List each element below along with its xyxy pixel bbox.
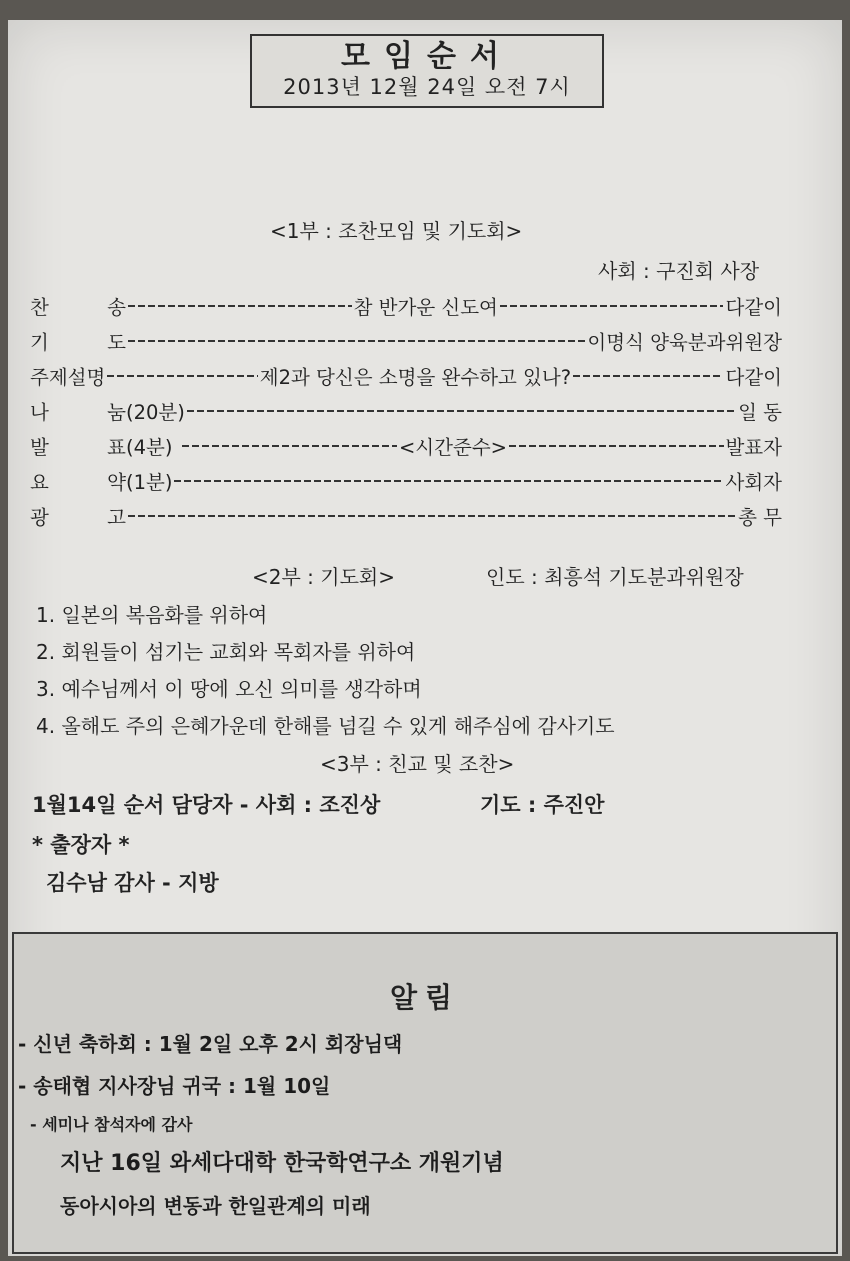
part1-heading: <1부 : 조찬모임 및 기도회> [270, 219, 523, 243]
leader-dashes [128, 340, 585, 342]
agenda-right: 다같이 [725, 296, 782, 319]
agenda-label: 나 눔 [30, 401, 126, 424]
part3-heading: <3부 : 친교 및 조찬> [320, 752, 515, 776]
agenda-row-presentation [30, 432, 782, 460]
notice-item: - 세미나 참석자에 감사 [30, 1115, 193, 1134]
prayer-item: 2. 회원들이 섬기는 교회와 목회자를 위하여 [36, 640, 416, 664]
notice-box [12, 932, 838, 1254]
part1-host: 사회 : 구진회 사장 [598, 259, 760, 283]
agenda-label: 기 도 [30, 331, 126, 354]
notice-item: 지난 16일 와세다대학 한국학연구소 개원기념 [60, 1151, 504, 1176]
leader-dashes [182, 445, 397, 447]
leader-dashes [573, 375, 723, 377]
document-title: 모임순서 [341, 39, 513, 74]
agenda-row-prayer [30, 327, 782, 355]
travelers-entry: 김수남 감사 - 지방 [46, 871, 219, 895]
agenda-row-summary [30, 467, 782, 495]
agenda-duration: (4분) [126, 436, 173, 459]
notice-item: 동아시아의 변동과 한일관계의 미래 [60, 1194, 371, 1218]
leader-dashes [128, 305, 352, 307]
next-duty-prayer: 기도 : 주진안 [480, 793, 605, 817]
part2-leader: 인도 : 최흥석 기도분과위원장 [486, 565, 744, 589]
agenda-duration: (1분) [126, 471, 173, 494]
leader-dashes [187, 410, 736, 412]
leader-dashes [509, 445, 724, 447]
title-box [250, 34, 604, 108]
meeting-datetime: 2013년 12월 24일 오전 7시 [283, 75, 571, 99]
document-page [8, 20, 842, 1256]
leader-dashes [128, 515, 736, 517]
agenda-row-hymn [30, 292, 782, 320]
agenda-label: 광 고 [30, 506, 126, 529]
notice-item: - 송태협 지사장님 귀국 : 1월 10일 [18, 1074, 331, 1098]
notice-item: - 신년 축하회 : 1월 2일 오후 2시 회장님댁 [18, 1032, 403, 1056]
leader-dashes [174, 480, 723, 482]
agenda-row-announcement [30, 502, 782, 530]
agenda-duration: (20분) [126, 401, 185, 424]
prayer-item: 1. 일본의 복음화를 위하여 [36, 603, 268, 627]
agenda-row-sharing [30, 397, 782, 425]
agenda-row-topic [30, 362, 782, 390]
agenda-right: 일 동 [738, 401, 782, 424]
notice-title: 알림 [389, 981, 461, 1014]
agenda-middle: <시간준수> [398, 436, 507, 459]
travelers-heading: * 출장자 * [32, 833, 130, 857]
agenda-right: 사회자 [725, 471, 782, 494]
agenda-label: 주제설명 [30, 366, 106, 389]
agenda-right: 발표자 [725, 436, 783, 459]
agenda-label: 찬 송 [30, 296, 126, 319]
prayer-item: 3. 예수님께서 이 땅에 오신 의미를 생각하며 [36, 677, 422, 701]
agenda-right: 총 무 [738, 506, 782, 529]
prayer-item: 4. 올해도 주의 은혜가운데 한해를 넘길 수 있게 해주심에 감사기도 [36, 714, 615, 738]
next-duty-host: 1월14일 순서 담당자 - 사회 : 조진상 [32, 793, 381, 817]
leader-dashes [107, 375, 257, 377]
agenda-label: 요 약 [30, 471, 126, 494]
leader-dashes [500, 305, 724, 307]
agenda-right: 이명식 양육분과위원장 [587, 331, 782, 354]
part2-heading: <2부 : 기도회> [252, 565, 395, 589]
agenda-right: 다같이 [725, 366, 782, 389]
agenda-label: 발 표 [30, 436, 126, 459]
agenda-middle: 참 반가운 신도여 [353, 296, 498, 319]
agenda-middle: 제2과 당신은 소명을 완수하고 있나? [259, 366, 572, 389]
